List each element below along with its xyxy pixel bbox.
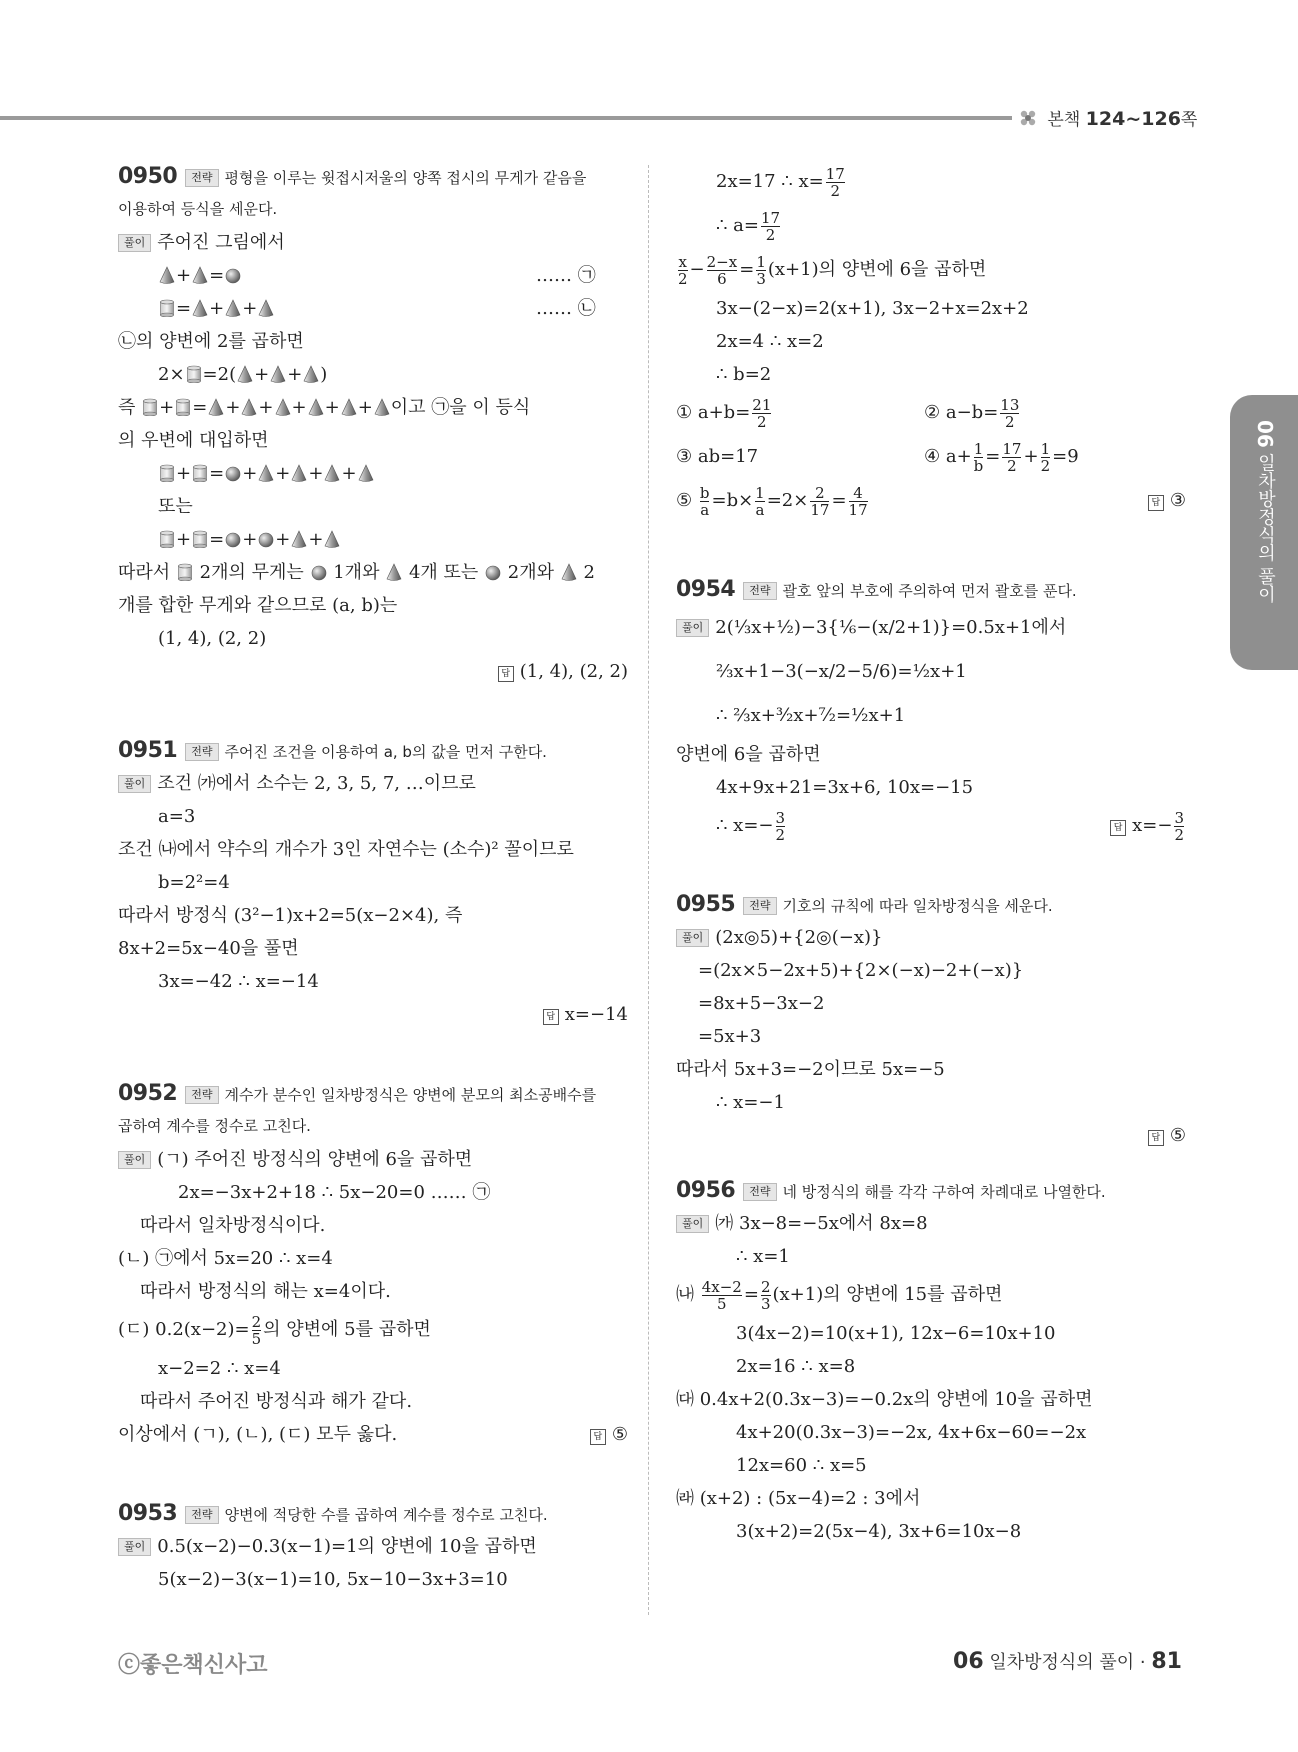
text-line: 5(x−2)−3(x−1)=10, 5x−10−3x+3=10 [158,1569,508,1590]
fraction: $\frac{17}{2}$ [825,164,845,200]
text-line: 따라서 5x+3=−2이므로 5x=−5 [676,1059,945,1080]
ball-icon [485,563,501,581]
equation-line: 2× =2( + + ) [158,364,328,385]
cylinder-icon [192,464,208,482]
footer-chapter-title: 일차방정식의 풀이 [989,1652,1135,1673]
equation-mark: …… ㉠ [536,265,596,286]
text: 이고 ㉠을 이 등식 [390,397,531,418]
answer-tag: 답 [590,1429,606,1445]
option-line: ① a+b= $\frac{21}{2}$ ② a−b= $\frac{13}{2}$ [676,395,1020,431]
equation-line: + = + + + + [118,457,628,490]
equation-mark: …… ㉡ [536,298,596,319]
ball-icon [225,266,241,284]
text-line: 4x+9x+21=3x+6, 10x=−15 [716,777,974,798]
text-line: ∴ ⅔x+³⁄₂x+⁷⁄₂=½x+1 [716,705,906,726]
side-tab-chapter-num: 06 [1253,420,1277,448]
strategy-tag: 전략 [185,1086,218,1104]
strategy-tag: 전략 [185,743,218,761]
solution-tag: 풀이 [676,929,709,947]
text-line: ㉡의 양변에 2를 곱하면 [118,331,304,352]
ball-icon [311,563,327,581]
answer-line [676,1119,1186,1152]
text-line: 2x=4 ∴ x=2 [716,331,824,352]
solution-tag: 풀이 [676,1215,709,1233]
answer-value: x=−14 [564,1004,628,1025]
cone-icon [225,299,241,317]
text-line: 2x=−3x+2+18 ∴ 5x−20=0 …… ㉠ [178,1182,491,1203]
ball-icon [225,464,241,482]
text-line: ∴ a= $\frac{17}{2}$ [716,208,781,244]
answer-value: ⑤ [611,1424,628,1445]
page-ref-range: 124~126 [1085,108,1181,130]
strategy-text-cont: 곱하여 계수를 정수로 고친다. [118,1117,311,1135]
text-line: 2x=17 ∴ x= $\frac{17}{2}$ [716,164,845,200]
answer-tag: 답 [1110,820,1126,836]
solution-text: 주어진 그림에서 [157,232,285,253]
cone-icon [258,299,274,317]
page-reference [1018,105,1197,130]
text: 따라서 [118,562,171,583]
text-line: 따라서 주어진 방정식과 해가 같다. [140,1391,413,1412]
solution-text: 0.5(x−2)−0.3(x−1)=1의 양변에 10을 곱하면 [157,1536,537,1557]
text-line: =(2x×5−2x+5)+{2×(−x)−2+(−x)} [698,960,1024,981]
solution-line [118,1143,628,1176]
text: 2개의 무게는 [199,562,304,583]
cone-icon [303,365,319,383]
right-column [676,160,1186,1548]
cylinder-icon [159,299,175,317]
equation-line: 즉 + = + + + + + 이고 ㉠을 이 등식 [118,397,531,418]
side-tab-chapter-title: 일차방정식의 풀이 [1255,453,1276,604]
text: 이상에서 (ㄱ), (ㄴ), (ㄷ) 모두 옳다. [118,1424,398,1445]
text-line: a=3 [158,806,196,827]
strategy-tag: 전략 [185,1506,218,1524]
strategy-text-cont: 이용하여 등식을 세운다. [118,200,278,218]
cone-icon [291,464,307,482]
text-line: 따라서 일차방정식이다. [140,1215,326,1236]
text: 의 양변에 5를 곱하면 [263,1319,431,1340]
text-line: 따라서 방정식 (3²−1)x+2=5(x−2×4), 즉 [118,905,463,926]
text: 2개와 [507,562,554,583]
answer-tag: 답 [1148,1130,1164,1146]
text-line: 따라서 방정식의 해는 x=4이다. [140,1281,391,1302]
top-rule [0,116,1012,120]
answer-value: (1, 4), (2, 2) [519,661,628,682]
text-line: ⅔x+1−3(−x/2−5/6)=½x+1 [716,661,967,682]
problem-0953-header [118,1497,628,1530]
option-line: ③ ab=17 ④ a+ $\frac{1}{b}$ = $\frac{17}{2}$ + $\frac{1}{2}$ =9 [676,439,1079,475]
cone-icon [324,464,340,482]
text-line: 12x=60 ∴ x=5 [736,1455,867,1476]
solution-line [118,767,628,800]
answer-line [118,998,628,1031]
cone-icon [192,266,208,284]
cone-icon [561,563,577,581]
column-divider [648,165,649,1615]
strategy-text: 계수가 분수인 일차방정식은 양변에 분모의 최소공배수를 [224,1086,597,1104]
cylinder-icon [192,530,208,548]
strategy-tag: 전략 [743,582,776,600]
text-line: 의 우변에 대입하면 [118,430,269,451]
text-line: ∴ x=−1 [716,1092,785,1113]
text-line: ∴ b=2 [716,364,772,385]
option-line: ⑤ $\frac{b}{a}$ =b× $\frac{1}{a}$ =2× $\frac{2}{17}$ = $\frac{4}{17}$ 답 ③ [676,483,1186,519]
cylinder-icon [159,530,175,548]
problem-number: 0955 [676,892,736,917]
text: 2 [583,562,595,583]
text-line: 8x+2=5x−40을 풀면 [118,938,299,959]
strategy-text: 평형을 이루는 윗접시저울의 양쪽 접시의 무게가 같음을 [224,169,587,187]
footer-chapter-num: 06 [953,1649,984,1674]
solution-text: (ㄱ) 주어진 방정식의 양변에 6을 곱하면 [157,1149,473,1170]
cone-icon [241,398,257,416]
solution-line [676,1207,1186,1240]
text-line: ㈏ $\frac{4x-2}{5}$ = $\frac{2}{3}$ (x+1)의 양변에 15를 곱하면 [676,1277,1003,1313]
text-line: =5x+3 [698,1026,762,1047]
problem-number: 0951 [118,738,178,763]
fraction: $\frac{1}{3}$ [756,252,766,288]
solution-tag: 풀이 [676,619,709,637]
text-line: ∴ x=− $\frac{3}{2}$ 답 x=− $\frac{3}{2}$ [716,808,1184,844]
problem-number: 0952 [118,1081,178,1106]
problem-0951-header [118,734,628,767]
text-line: 개를 합한 무게와 같으므로 (a, b)는 [118,595,398,616]
cone-icon [208,398,224,416]
strategy-tag: 전략 [743,1183,776,1201]
solution-line [676,606,1186,650]
solution-line [118,1530,628,1563]
strategy-text: 양변에 적당한 수를 곱하여 계수를 정수로 고친다. [224,1506,548,1524]
text-line [118,1308,628,1352]
solution-tag: 풀이 [118,1151,151,1169]
text-line: 조건 ㈏에서 약수의 개수가 3인 자연수는 (소수)² 꼴이므로 [118,839,574,860]
footer-page-info: 06 일차방정식의 풀이 · 81 [953,1649,1182,1674]
text-line: (1, 4), (2, 2) [158,628,267,649]
problem-number: 0953 [118,1501,178,1526]
text-line: 2x=16 ∴ x=8 [736,1356,856,1377]
ball-icon [225,530,241,548]
strategy-tag: 전략 [743,897,776,915]
page-ref-suffix: 쪽 [1180,110,1198,130]
text: 즉 [118,397,136,418]
problem-0955-header [676,888,1186,921]
cone-icon [341,398,357,416]
problem-number: 0950 [118,164,178,189]
text: 4개 또는 [408,562,479,583]
publisher-logo: ⓒ좋은책신사고 [118,1653,268,1678]
solution-text: ㈎ 3x−8=−5x에서 8x=8 [715,1213,928,1234]
equation-line: = + + …… ㉡ [118,292,628,325]
text-line: 또는 [158,496,193,517]
fraction: $\frac{x}{2}$ [678,252,688,288]
problem-number: 0956 [676,1178,736,1203]
text-line: 3x=−42 ∴ x=−14 [158,971,319,992]
strategy-text: 기호의 규칙에 따라 일차방정식을 세운다. [782,897,1053,915]
cylinder-icon [177,563,193,581]
answer-tag: 답 [1148,495,1164,511]
text-line: 4x+20(0.3x−3)=−2x, 4x+6x−60=−2x [736,1422,1087,1443]
cone-icon [237,365,253,383]
cylinder-icon [186,365,202,383]
cone-icon [308,398,324,416]
cylinder-icon [175,398,191,416]
solution-text: 조건 ㈎에서 소수는 2, 3, 5, 7, …이므로 [157,773,476,794]
answer-line [118,655,628,688]
text-line [118,1418,628,1451]
chapter-side-tab-text [1252,420,1278,603]
solution-line [676,921,1186,954]
cone-icon [374,398,390,416]
solution-tag: 풀이 [118,775,151,793]
ball-icon [258,530,274,548]
text-line [118,556,628,589]
page-number: 81 [1151,1649,1182,1674]
text-line: =8x+5−3x−2 [698,993,825,1014]
solution-line [118,226,628,259]
text-line: 3x−(2−x)=2(x+1), 3x−2+x=2x+2 [716,298,1029,319]
cone-icon [358,464,374,482]
text-line: 3(4x−2)=10(x+1), 12x−6=10x+10 [736,1323,1056,1344]
text: (ㄷ) 0.2(x−2)= [118,1319,250,1340]
text-line: $\frac{x}{2}$ − $\frac{2-x}{6}$ = $\frac{1}{3}$ (x+1)의 양변에 6을 곱하면 [678,252,987,288]
flower-icon [1018,108,1038,128]
text-line: ∴ x=1 [736,1246,790,1267]
problem-0950-header [118,160,628,193]
problem-0954-header [676,573,1186,606]
text-line: 3(x+2)=2(5x−4), 3x+6=10x−8 [736,1521,1022,1542]
cone-icon [159,266,175,284]
strategy-text: 네 방정식의 해를 각각 구하여 차례대로 나열한다. [782,1183,1106,1201]
answer-value: ⑤ [1169,1125,1186,1146]
equation-line: + = …… ㉠ [118,259,628,292]
cylinder-icon [142,398,158,416]
answer-value: ③ [1169,490,1186,511]
solution-tag: 풀이 [118,234,151,252]
strategy-text: 주어진 조건을 이용하여 a, b의 값을 먼저 구한다. [224,743,547,761]
cone-icon [291,530,307,548]
solution-tag: 풀이 [118,1538,151,1556]
text-line: (ㄴ) ㉠에서 5x=20 ∴ x=4 [118,1248,333,1269]
answer-tag: 답 [498,666,514,682]
cone-icon [192,299,208,317]
problem-number: 0954 [676,577,736,602]
page-ref-prefix: 본책 [1047,110,1081,130]
answer-value: x=− [1132,815,1173,836]
text-line: 양변에 6을 곱하면 [676,744,821,765]
cone-icon [258,464,274,482]
fraction: $\frac{2}{5}$ [251,1312,262,1348]
cone-icon [324,530,340,548]
cone-icon [270,365,286,383]
text-line: ㈐ 0.4x+2(0.3x−3)=−0.2x의 양변에 10을 곱하면 [676,1389,1093,1410]
solution-text: 2(⅓x+½)−3{⅙−(x/2+1)}=0.5x+1에서 [715,617,1067,638]
cone-icon [386,563,402,581]
fraction: $\frac{17}{2}$ [761,208,781,244]
left-column [118,160,628,1596]
fraction: $\frac{2-x}{6}$ [706,252,738,288]
text-line: x−2=2 ∴ x=4 [158,1358,281,1379]
equation-line: + = + + + [118,523,628,556]
text-line: ㈑ (x+2) : (5x−4)=2 : 3에서 [676,1488,921,1509]
text: 1개와 [333,562,380,583]
answer-tag: 답 [543,1009,559,1025]
cylinder-icon [159,464,175,482]
problem-0956-header [676,1174,1186,1207]
problem-0952-header [118,1077,628,1110]
strategy-text: 괄호 앞의 부호에 주의하여 먼저 괄호를 푼다. [782,582,1077,600]
cone-icon [275,398,291,416]
text-line: b=2²=4 [158,872,230,893]
strategy-tag: 전략 [185,169,218,187]
solution-text: (2x◎5)+{2◎(−x)} [715,927,883,948]
